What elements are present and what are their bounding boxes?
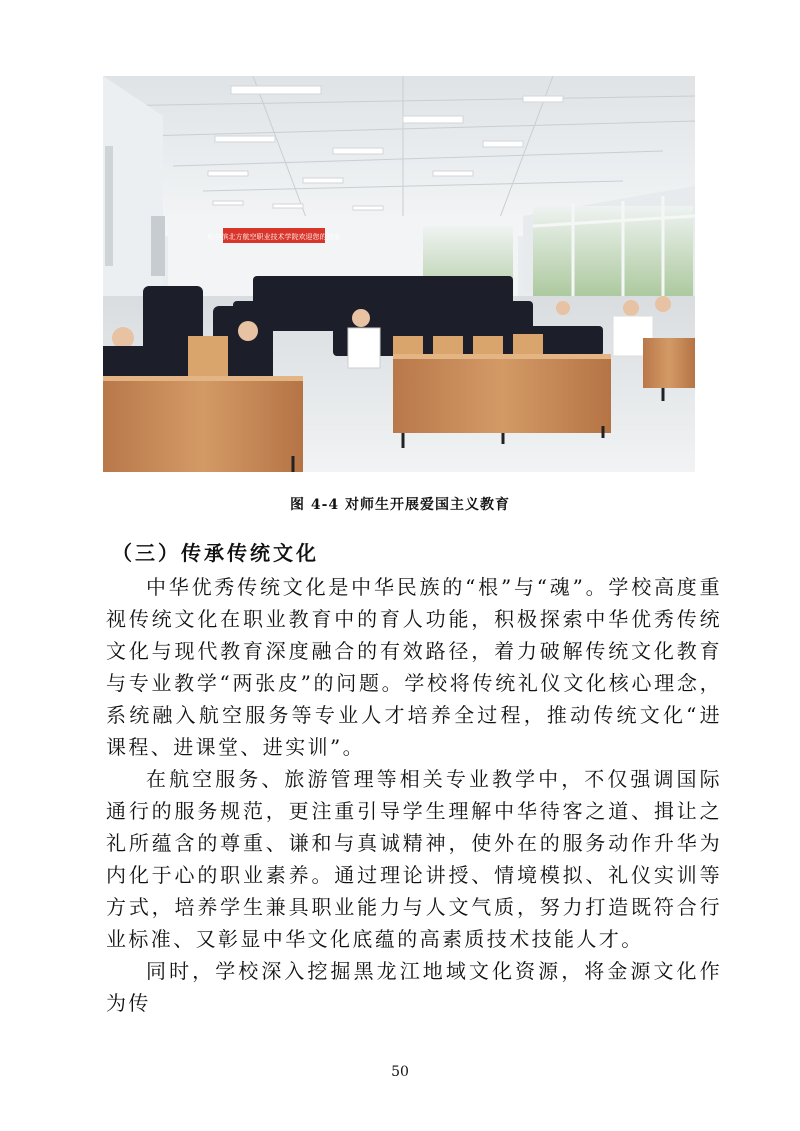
svg-text:哈尔滨北方航空职业技术学院欢迎您的到来: 哈尔滨北方航空职业技术学院欢迎您的到来 — [207, 233, 341, 241]
paragraph: 同时，学校深入挖掘黑龙江地域文化资源，将金源文化作为传 — [106, 959, 722, 1015]
classroom-illustration — [103, 76, 695, 472]
paragraph: 在航空服务、旅游管理等相关专业教学中，不仅强调国际通行的服务规范，更注重引导学生理解中华待客之道、揖让之礼所蕴含的尊重、谦和与真诚精神，使外在的服务动作升华为内化于心的职业素养。通过理论讲授、情境模拟、礼仪实训等方式，培养学生兼具职业能力与人文气质，努力打造既符合行业标准、又彰显中华文化底蕴的高素质技术技能人才。 — [106, 767, 722, 951]
section-heading: （三）传承传统文化 — [112, 541, 319, 565]
page-number: 50 — [391, 1064, 409, 1080]
figure-caption: 图 4-4 对师生开展爱国主义教育 — [289, 497, 511, 513]
classroom-photo — [103, 76, 695, 472]
paragraph: 中华优秀传统文化是中华民族的“根”与“魂”。学校高度重视传统文化在职业教育中的育人功能，积极探索中华优秀传统文化与现代教育深度融合的有效路径，着力破解传统文化教育与专业教学“两张皮”的问题。学校将传统礼仪文化核心理念，系统融入航空服务等专业人才培养全过程，推动传统文化“进课程、进课堂、进实训”。 — [106, 575, 722, 759]
body-text — [106, 571, 722, 1019]
